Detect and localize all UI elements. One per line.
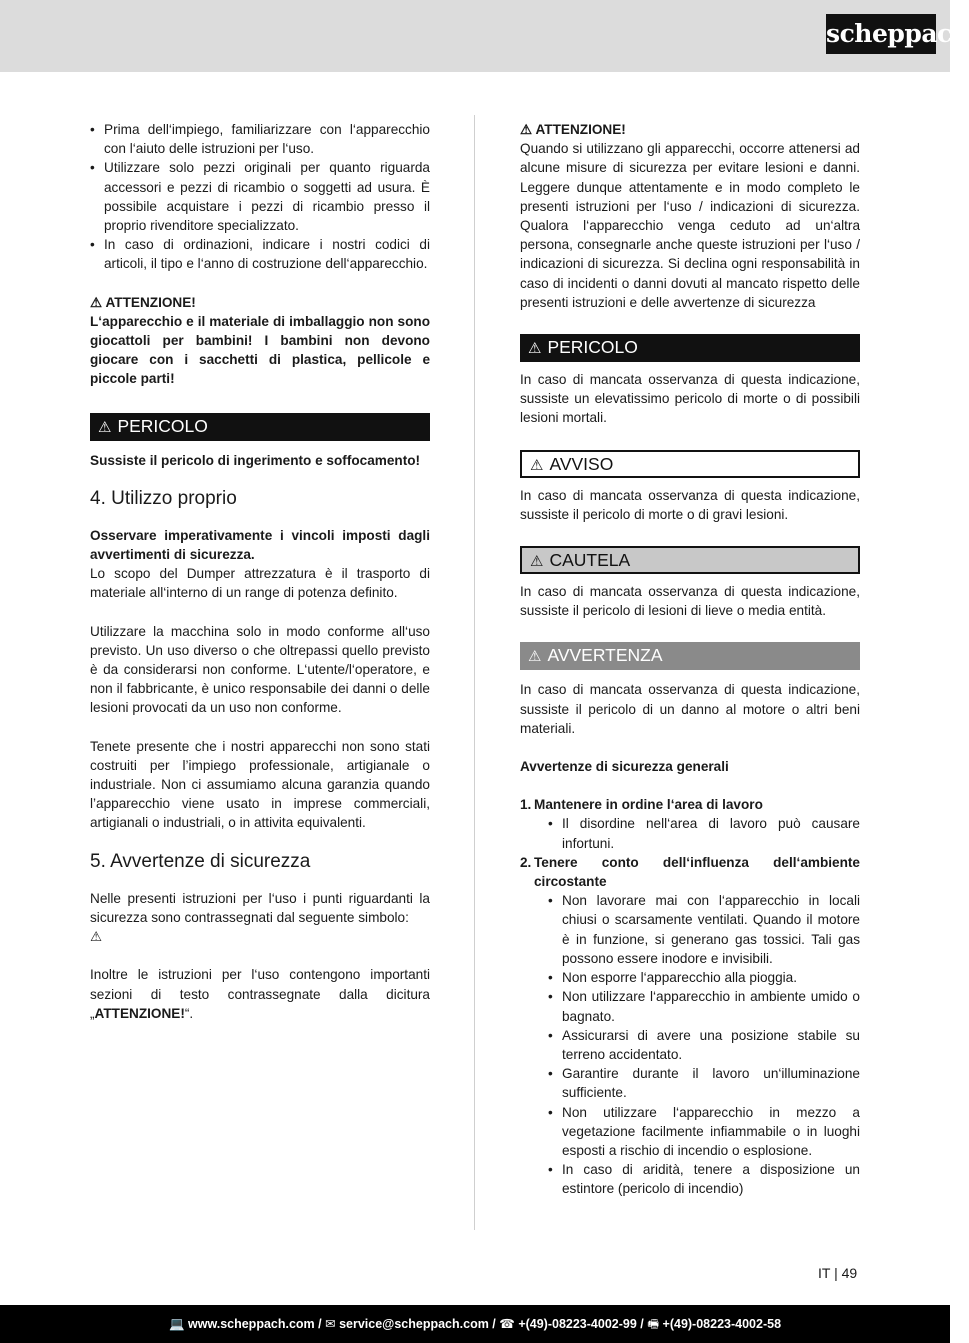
list-item: • Non esporre l‘apparecchio alla pioggia. [548, 968, 860, 987]
header-bar [0, 0, 969, 72]
section-4-bold: Osservare imperativamente i vincoli imposti dagli avvertimenti di sicurezza. [90, 527, 430, 563]
footer-fax: +(49)-08223-4002-58 [662, 1317, 782, 1331]
section-5-title: 5. Avvertenze di sicurezza [90, 850, 311, 872]
section-5-symbol [90, 927, 430, 946]
section-4-paragraph-2: Utilizzare la macchina solo in modo conforme all‘uso previsto. Un uso diverso o che oltrepassi quello previsto è da considerarsi non conforme. L‘utente/l‘operatore, e non il fabbricante, è unico responsabile dei danni o delle lesioni provocati da un uso non conforme. [90, 623, 430, 716]
attention-text: Quando si utilizzano gli apparecchi, occorre attenersi ad alcune misure di sicurezza per evitare lesioni e danni. Leggere dunque attentamente e in modo completo le presenti istruzioni per l‘uso / indicazioni di sicurezza. Qualora l‘apparecchio venga ceduto ad un‘altra persona, consegnarle anche queste istruzioni per l‘uso / indicazioni di sicurezza. Si declina ogni responsabilità in caso di incidenti o danni dovuti al mancato rispetto delle presenti istruzioni e delle avvertenze di sicurezza [520, 141, 860, 310]
warning-triangle-icon: ⚠ [90, 929, 103, 945]
scheppach-logo: scheppach [826, 14, 936, 54]
section-5-paragraph-2 [90, 965, 430, 1023]
pericolo-box [520, 334, 860, 362]
footer-phone: +(49)-08223-4002-99 [518, 1317, 637, 1331]
item-bullet-list [534, 814, 860, 852]
attention-title: ATTENZIONE! [535, 122, 626, 137]
item-bullet-list [534, 891, 860, 1198]
warning-triangle-icon: ⚠ [520, 122, 533, 137]
footer-bar: 💻 www.scheppach.com / ✉ service@scheppach.com / ☎ +(49)-08223-4002-99 / 🖷 +(49)-08223-4002-58 [0, 1305, 950, 1343]
mail-icon: ✉ [325, 1317, 336, 1331]
attention-heading [90, 293, 430, 312]
column-divider [474, 115, 475, 1230]
left-column [90, 120, 430, 1023]
cautela-box [520, 546, 860, 574]
text-span: “. [184, 1005, 194, 1021]
warning-triangle-icon: ⚠ [530, 456, 544, 474]
pericolo-label: PERICOLO [547, 337, 638, 358]
page-number: IT | 49 [818, 1265, 858, 1281]
list-item: • Utilizzare solo pezzi originali per quanto riguarda accessori e pezzi di ricambio o soggetti ad usura. È possibile acquistare i pezzi di ricambio presso il proprio rivenditore specializzato. [90, 158, 430, 235]
page-language: IT [818, 1265, 831, 1281]
text-span-bold: ATTENZIONE! [94, 1005, 185, 1021]
avvertenza-box [520, 642, 860, 670]
cautela-label: CAUTELA [549, 550, 631, 571]
right-column [520, 120, 860, 1199]
list-item: • Non lavorare mai con l‘apparecchio in locali chiusi o scarsamente ventilati. Quando il motore è in funzione, si generano gas tossici. Tali gas possono essere inodore e invisibili. [548, 891, 860, 968]
section-4-paragraph-3: Tenete presente che i nostri apparecchi non sono stati costruiti per l’impiego professionale, artigianale o industriale. Non ci assumiamo alcuna garanzia quando l’apparecchio viene usato in imprese commerciali, artigianali o industriali, o in attivita equivalenti. [90, 738, 430, 831]
item-title: Tenere conto dell‘influenza dell‘ambiente circostante [534, 854, 860, 890]
safety-numbered-list [520, 795, 860, 1198]
avviso-label: AVVISO [549, 453, 614, 474]
warning-triangle-icon: ⚠ [530, 553, 544, 571]
section-4-paragraph-1: Lo scopo del Dumper attrezzatura è il trasporto di materiale all‘interno di un range di potenza definito. [90, 566, 430, 601]
danger-box [90, 413, 430, 441]
list-item: • Non utilizzare l‘apparecchio in ambiente umido o bagnato. [548, 987, 860, 1025]
footer-website-link[interactable]: www.scheppach.com [188, 1317, 315, 1331]
avvertenza-label: AVVERTENZA [547, 645, 663, 666]
warning-triangle-icon: ⚠ [528, 340, 542, 358]
list-item: • Assicurarsi di avere una posizione stabile su terreno accidentato. [548, 1026, 860, 1064]
list-item: • Non utilizzare l‘apparecchio in mezzo a vegetazione facilmente infiammabile o in luoghi esposti a rischio di incendio o esplosione. [548, 1103, 860, 1161]
list-item [520, 853, 860, 1199]
attention-text: L‘apparecchio e il materiale di imballaggio non sono giocattoli per bambini! I bambini non devono giocare con i sacchetti di plastica, pellicole e piccole parti! [90, 313, 430, 387]
avviso-box [520, 450, 860, 478]
attention-heading [520, 120, 860, 139]
avvertenza-text: In caso di mancata osservanza di questa indicazione, sussiste il pericolo di un danno al motore o altri beni materiali. [520, 682, 860, 736]
list-item: • Garantire durante il lavoro un‘illuminazione sufficiente. [548, 1064, 860, 1102]
item-number: 1. [520, 797, 532, 813]
fax-icon: 🖷 [647, 1317, 660, 1331]
page-number-value: 49 [841, 1265, 858, 1281]
item-title: Mantenere in ordine l‘area di lavoro [534, 797, 763, 813]
section-4-title: 4. Utilizzo proprio [90, 487, 237, 509]
warning-triangle-icon: ⚠ [90, 294, 103, 310]
pericolo-text: In caso di mancata osservanza di questa indicazione, sussiste un elevatissimo pericolo di morte o di possibili lesioni mortali. [520, 372, 860, 426]
text-span: Inoltre le istruzioni per l‘uso contengono importanti sezioni di testo contrassegnate dalla dicitura „ [90, 967, 430, 1021]
warning-triangle-icon: ⚠ [98, 418, 112, 436]
list-item [520, 795, 860, 853]
list-item: • Prima dell‘impiego, familiarizzare con l‘apparecchio con l‘aiuto delle istruzioni per l‘uso. [90, 120, 430, 158]
list-item: • In caso di ordinazioni, indicare i nostri codici di articoli, il tipo e l‘anno di costruzione dell‘apparecchio. [90, 235, 430, 273]
item-number: 2. [520, 854, 532, 870]
general-safety-title: Avvertenze di sicurezza generali [520, 759, 729, 775]
avviso-text: In caso di mancata osservanza di questa indicazione, sussiste il pericolo di morte o di gravi lesioni. [520, 487, 860, 522]
cautela-text: In caso di mancata osservanza di questa indicazione, sussiste il pericolo di lesioni di lieve o media entità. [520, 584, 860, 619]
list-item: • Il disordine nell‘area di lavoro può causare infortuni. [548, 814, 860, 852]
list-item: • In caso di aridità, tenere a disposizione un estintore (pericolo di incendio) [548, 1160, 860, 1198]
computer-icon: 💻 [168, 1317, 185, 1331]
section-5-paragraph-1: Nelle presenti istruzioni per l‘uso i punti riguardanti la sicurezza sono contrassegnati dal seguente simbolo: [90, 890, 430, 925]
danger-text: Sussiste il pericolo di ingerimento e soffocamento! [90, 452, 421, 468]
warning-triangle-icon: ⚠ [528, 648, 542, 666]
danger-label: PERICOLO [117, 415, 208, 436]
attention-title: ATTENZIONE! [105, 294, 196, 310]
phone-icon: ☎ [499, 1317, 515, 1331]
intro-bullet-list [90, 120, 430, 274]
footer-email-link[interactable]: service@scheppach.com [339, 1317, 489, 1331]
